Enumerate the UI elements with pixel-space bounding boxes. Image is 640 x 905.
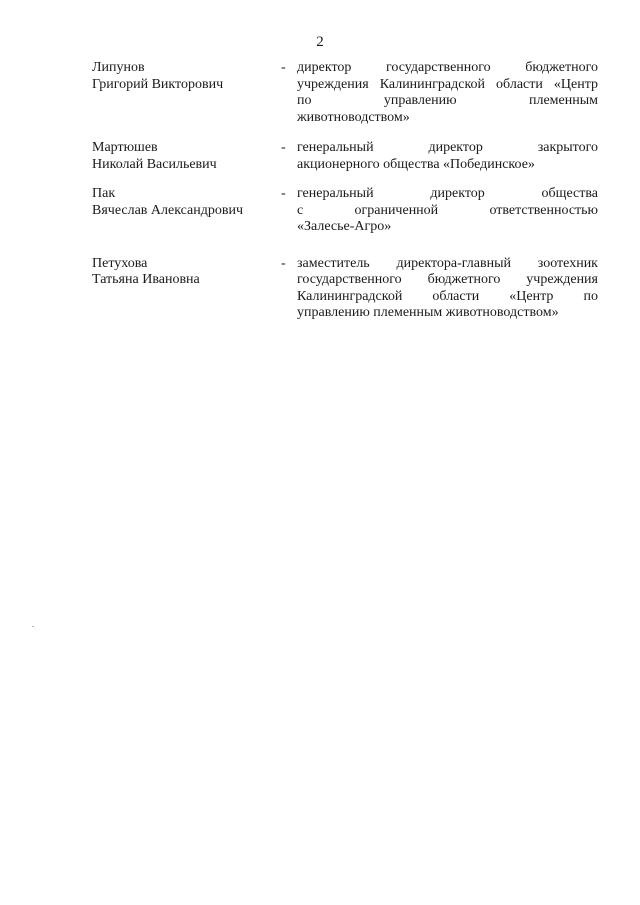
member-name xyxy=(92,140,277,173)
scan-speck xyxy=(32,626,34,627)
member-list xyxy=(0,60,640,322)
entry-dash: - xyxy=(281,186,286,201)
member-given-names: Татьяна Ивановна xyxy=(92,272,200,287)
member-name xyxy=(92,186,277,219)
position-line: управлению племенным животноводством» xyxy=(297,305,559,320)
member-entry xyxy=(0,186,640,236)
position-line: животноводством» xyxy=(297,109,410,125)
entry-dash: - xyxy=(281,60,286,75)
position-line: «Залесье-Агро» xyxy=(297,219,392,234)
position-line: заместитель директора-главный зоотехник xyxy=(297,255,598,271)
member-surname: Липунов xyxy=(92,60,145,75)
member-given-names: Николай Васильевич xyxy=(92,156,217,172)
member-given-names: Григорий Викторович xyxy=(92,76,224,92)
member-surname: Петухова xyxy=(92,255,148,271)
position-line: акционерного общества «Побединское» xyxy=(297,156,535,172)
position-line: директор государственного бюджетного xyxy=(297,60,598,75)
member-name xyxy=(92,256,277,289)
member-entry xyxy=(0,256,640,322)
position-line: учреждения Калининградской области «Центр xyxy=(297,76,598,92)
position-line: генеральный директор закрытого xyxy=(297,140,598,155)
position-line: генеральный директор общества xyxy=(297,186,598,201)
member-entry xyxy=(0,140,640,173)
position-line: Калининградской области «Центр по xyxy=(297,288,598,304)
member-position xyxy=(297,140,598,173)
entry-dash: - xyxy=(281,140,286,155)
member-surname: Пак xyxy=(92,186,116,201)
position-line: с ограниченной ответственностью xyxy=(297,202,598,218)
entry-dash: - xyxy=(281,255,286,271)
member-given-names: Вячеслав Александрович xyxy=(92,202,244,218)
member-position xyxy=(297,186,598,236)
page-number: 2 xyxy=(316,34,324,50)
member-position xyxy=(297,256,598,322)
member-surname: Мартюшев xyxy=(92,140,158,155)
member-name xyxy=(92,60,277,93)
member-entry xyxy=(0,60,640,126)
position-line: государственного бюджетного учреждения xyxy=(297,272,598,287)
member-position xyxy=(297,60,598,126)
position-line: по управлению племенным xyxy=(297,93,598,108)
